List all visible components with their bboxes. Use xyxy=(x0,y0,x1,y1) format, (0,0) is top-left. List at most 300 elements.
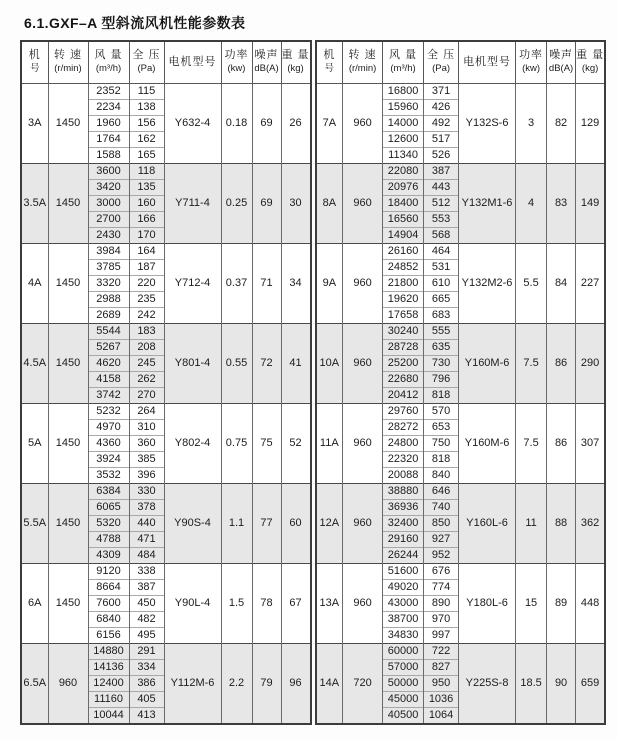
cell-airflow: 3420 xyxy=(88,179,129,195)
cell-pressure: 464 xyxy=(424,243,459,259)
table-row xyxy=(316,83,606,99)
header-label-line: (Pa) xyxy=(432,63,451,75)
cell-pressure: 890 xyxy=(424,595,459,611)
cell-pressure: 242 xyxy=(129,307,164,323)
cell-speed: 1450 xyxy=(48,83,88,163)
cell-pressure: 387 xyxy=(424,163,459,179)
cell-motor-model: Y90S-4 xyxy=(164,483,221,563)
cell-speed: 1450 xyxy=(48,563,88,643)
cell-pressure: 610 xyxy=(424,275,459,291)
cell-power: 7.5 xyxy=(516,323,547,403)
cell-speed: 960 xyxy=(343,323,383,403)
cell-airflow: 18400 xyxy=(383,195,424,211)
cell-pressure: 495 xyxy=(129,627,164,643)
cell-weight: 307 xyxy=(576,403,606,483)
cell-motor-model: Y132S-6 xyxy=(459,83,516,163)
cell-pressure: 722 xyxy=(424,643,459,659)
col-header-airflow xyxy=(383,41,424,83)
cell-airflow: 38700 xyxy=(383,611,424,627)
cell-weight: 659 xyxy=(576,643,606,724)
col-header-weight xyxy=(281,41,311,83)
cell-pressure: 135 xyxy=(129,179,164,195)
table-row xyxy=(316,483,606,499)
header-label-line: 号 xyxy=(29,63,40,75)
col-header-motor-model xyxy=(164,41,221,83)
cell-airflow: 28272 xyxy=(383,419,424,435)
cell-power: 0.37 xyxy=(221,243,252,323)
cell-airflow: 3924 xyxy=(88,451,129,467)
cell-noise: 77 xyxy=(252,483,281,563)
cell-weight: 362 xyxy=(576,483,606,563)
cell-speed: 1450 xyxy=(48,483,88,563)
header-label-line: 功率 xyxy=(224,49,249,62)
cell-airflow: 4620 xyxy=(88,355,129,371)
fan-performance-table-left xyxy=(20,40,312,725)
cell-motor-model: Y801-4 xyxy=(164,323,221,403)
table-row xyxy=(21,403,311,419)
header-label-line: 机 xyxy=(323,49,336,62)
cell-airflow: 2689 xyxy=(88,307,129,323)
cell-airflow: 60000 xyxy=(383,643,424,659)
cell-pressure: 396 xyxy=(129,467,164,483)
cell-speed: 960 xyxy=(343,483,383,563)
cell-noise: 69 xyxy=(252,83,281,163)
header-label-line: 功率 xyxy=(519,49,544,62)
cell-pressure: 1036 xyxy=(424,691,459,707)
cell-airflow: 29760 xyxy=(383,403,424,419)
cell-motor-model: Y112M-6 xyxy=(164,643,221,724)
cell-airflow: 14880 xyxy=(88,643,129,659)
cell-weight: 129 xyxy=(576,83,606,163)
cell-airflow: 24852 xyxy=(383,259,424,275)
cell-airflow: 3984 xyxy=(88,243,129,259)
cell-airflow: 16560 xyxy=(383,211,424,227)
col-header-power xyxy=(516,41,547,83)
cell-airflow: 17658 xyxy=(383,307,424,323)
page-title: 6.1.GXF–A 型斜流风机性能参数表 xyxy=(24,15,246,31)
cell-airflow: 8664 xyxy=(88,579,129,595)
table-row xyxy=(21,483,311,499)
cell-weight: 290 xyxy=(576,323,606,403)
cell-pressure: 683 xyxy=(424,307,459,323)
cell-motor-model: Y225S-8 xyxy=(459,643,516,724)
cell-pressure: 850 xyxy=(424,515,459,531)
cell-pressure: 950 xyxy=(424,675,459,691)
cell-model-no: 7A xyxy=(316,83,343,163)
cell-pressure: 443 xyxy=(424,179,459,195)
cell-speed: 1450 xyxy=(48,163,88,243)
cell-noise: 71 xyxy=(252,243,281,323)
cell-power: 1.1 xyxy=(221,483,252,563)
table-row xyxy=(316,323,606,339)
cell-power: 11 xyxy=(516,483,547,563)
cell-pressure: 270 xyxy=(129,387,164,403)
cell-weight: 448 xyxy=(576,563,606,643)
cell-pressure: 162 xyxy=(129,131,164,147)
cell-pressure: 160 xyxy=(129,195,164,211)
cell-pressure: 676 xyxy=(424,563,459,579)
cell-airflow: 6156 xyxy=(88,627,129,643)
cell-airflow: 50000 xyxy=(383,675,424,691)
cell-weight: 67 xyxy=(281,563,311,643)
cell-pressure: 471 xyxy=(129,531,164,547)
cell-airflow: 3785 xyxy=(88,259,129,275)
cell-noise: 82 xyxy=(547,83,576,163)
cell-pressure: 310 xyxy=(129,419,164,435)
cell-airflow: 10044 xyxy=(88,707,129,724)
cell-noise: 84 xyxy=(547,243,576,323)
cell-pressure: 526 xyxy=(424,147,459,163)
col-header-weight xyxy=(576,41,606,83)
table-body-right xyxy=(316,83,606,724)
cell-airflow: 43000 xyxy=(383,595,424,611)
cell-pressure: 413 xyxy=(129,707,164,724)
col-header-model-no xyxy=(316,41,343,83)
cell-noise: 89 xyxy=(547,563,576,643)
cell-pressure: 235 xyxy=(129,291,164,307)
header-label-line: 机 xyxy=(28,49,41,62)
col-header-model-no xyxy=(21,41,48,83)
cell-weight: 96 xyxy=(281,643,311,724)
cell-model-no: 4.5A xyxy=(21,323,48,403)
cell-speed: 960 xyxy=(343,403,383,483)
cell-airflow: 9120 xyxy=(88,563,129,579)
cell-pressure: 482 xyxy=(129,611,164,627)
header-label-line: 电机型号 xyxy=(168,55,217,68)
cell-motor-model: Y132M1-6 xyxy=(459,163,516,243)
cell-airflow: 16800 xyxy=(383,83,424,99)
cell-pressure: 952 xyxy=(424,547,459,563)
cell-airflow: 20088 xyxy=(383,467,424,483)
cell-airflow: 57000 xyxy=(383,659,424,675)
header-label-line: (m³/h) xyxy=(95,63,122,75)
cell-speed: 1450 xyxy=(48,323,88,403)
cell-airflow: 6065 xyxy=(88,499,129,515)
cell-power: 15 xyxy=(516,563,547,643)
cell-airflow: 30240 xyxy=(383,323,424,339)
cell-pressure: 115 xyxy=(129,83,164,99)
cell-noise: 72 xyxy=(252,323,281,403)
cell-model-no: 10A xyxy=(316,323,343,403)
cell-airflow: 26160 xyxy=(383,243,424,259)
col-header-speed xyxy=(343,41,383,83)
table-header-right xyxy=(316,41,606,83)
cell-airflow: 2234 xyxy=(88,99,129,115)
cell-airflow: 40500 xyxy=(383,707,424,724)
cell-pressure: 245 xyxy=(129,355,164,371)
header-label-line: dB(A) xyxy=(254,63,279,75)
cell-airflow: 5544 xyxy=(88,323,129,339)
cell-airflow: 12400 xyxy=(88,675,129,691)
cell-airflow: 38880 xyxy=(383,483,424,499)
cell-speed: 960 xyxy=(48,643,88,724)
cell-weight: 30 xyxy=(281,163,311,243)
cell-pressure: 450 xyxy=(129,595,164,611)
cell-weight: 41 xyxy=(281,323,311,403)
cell-pressure: 796 xyxy=(424,371,459,387)
header-label-line: 风 量 xyxy=(389,49,418,62)
cell-airflow: 11160 xyxy=(88,691,129,707)
cell-airflow: 5320 xyxy=(88,515,129,531)
cell-speed: 960 xyxy=(343,243,383,323)
cell-pressure: 156 xyxy=(129,115,164,131)
header-label-line: (kg) xyxy=(287,63,304,75)
cell-noise: 75 xyxy=(252,403,281,483)
cell-airflow: 4788 xyxy=(88,531,129,547)
table-row xyxy=(316,563,606,579)
header-label-line: (kw) xyxy=(522,63,541,75)
cell-airflow: 26244 xyxy=(383,547,424,563)
table-row xyxy=(21,83,311,99)
cell-pressure: 330 xyxy=(129,483,164,499)
cell-noise: 69 xyxy=(252,163,281,243)
cell-weight: 60 xyxy=(281,483,311,563)
cell-pressure: 635 xyxy=(424,339,459,355)
cell-airflow: 3320 xyxy=(88,275,129,291)
cell-pressure: 118 xyxy=(129,163,164,179)
cell-pressure: 440 xyxy=(129,515,164,531)
cell-airflow: 14904 xyxy=(383,227,424,243)
cell-airflow: 24800 xyxy=(383,435,424,451)
col-header-pressure xyxy=(129,41,164,83)
cell-pressure: 970 xyxy=(424,611,459,627)
header-label-line: 全 压 xyxy=(132,49,161,62)
cell-model-no: 4A xyxy=(21,243,48,323)
cell-model-no: 12A xyxy=(316,483,343,563)
cell-noise: 88 xyxy=(547,483,576,563)
cell-airflow: 29160 xyxy=(383,531,424,547)
cell-airflow: 2352 xyxy=(88,83,129,99)
cell-airflow: 1960 xyxy=(88,115,129,131)
cell-airflow: 22080 xyxy=(383,163,424,179)
cell-motor-model: Y711-4 xyxy=(164,163,221,243)
cell-speed: 1450 xyxy=(48,403,88,483)
cell-speed: 960 xyxy=(343,163,383,243)
cell-airflow: 7600 xyxy=(88,595,129,611)
cell-airflow: 12600 xyxy=(383,131,424,147)
table-row xyxy=(316,403,606,419)
table-row xyxy=(21,243,311,259)
cell-airflow: 2430 xyxy=(88,227,129,243)
cell-airflow: 22680 xyxy=(383,371,424,387)
cell-airflow: 14136 xyxy=(88,659,129,675)
table-body-left xyxy=(21,83,311,724)
cell-airflow: 45000 xyxy=(383,691,424,707)
cell-pressure: 170 xyxy=(129,227,164,243)
cell-noise: 90 xyxy=(547,643,576,724)
cell-pressure: 997 xyxy=(424,627,459,643)
cell-airflow: 2700 xyxy=(88,211,129,227)
table-row xyxy=(21,563,311,579)
cell-weight: 26 xyxy=(281,83,311,163)
cell-pressure: 385 xyxy=(129,451,164,467)
cell-pressure: 818 xyxy=(424,451,459,467)
header-label-line: (r/min) xyxy=(348,63,377,75)
cell-airflow: 4158 xyxy=(88,371,129,387)
cell-motor-model: Y712-4 xyxy=(164,243,221,323)
col-header-speed xyxy=(48,41,88,83)
cell-motor-model: Y132M2-6 xyxy=(459,243,516,323)
cell-motor-model: Y632-4 xyxy=(164,83,221,163)
header-label-line: (kg) xyxy=(581,63,599,75)
cell-model-no: 14A xyxy=(316,643,343,724)
header-label-line: 重 量 xyxy=(576,49,605,62)
cell-model-no: 8A xyxy=(316,163,343,243)
table-header-left xyxy=(21,41,311,83)
cell-pressure: 378 xyxy=(129,499,164,515)
cell-airflow: 4970 xyxy=(88,419,129,435)
table-row xyxy=(316,243,606,259)
cell-airflow: 1764 xyxy=(88,131,129,147)
cell-pressure: 492 xyxy=(424,115,459,131)
cell-pressure: 386 xyxy=(129,675,164,691)
table-row xyxy=(21,163,311,179)
cell-airflow: 5232 xyxy=(88,403,129,419)
cell-model-no: 5.5A xyxy=(21,483,48,563)
cell-airflow: 21800 xyxy=(383,275,424,291)
cell-pressure: 187 xyxy=(129,259,164,275)
cell-airflow: 19620 xyxy=(383,291,424,307)
cell-airflow: 15960 xyxy=(383,99,424,115)
cell-motor-model: Y160M-6 xyxy=(459,403,516,483)
cell-airflow: 49020 xyxy=(383,579,424,595)
cell-pressure: 208 xyxy=(129,339,164,355)
cell-pressure: 138 xyxy=(129,99,164,115)
cell-airflow: 3600 xyxy=(88,163,129,179)
cell-airflow: 6384 xyxy=(88,483,129,499)
cell-airflow: 3000 xyxy=(88,195,129,211)
cell-power: 5.5 xyxy=(516,243,547,323)
cell-airflow: 4360 xyxy=(88,435,129,451)
cell-power: 7.5 xyxy=(516,403,547,483)
cell-pressure: 338 xyxy=(129,563,164,579)
cell-airflow: 1588 xyxy=(88,147,129,163)
cell-airflow: 6840 xyxy=(88,611,129,627)
cell-pressure: 1064 xyxy=(424,707,459,724)
header-label-line: 号 xyxy=(324,63,335,75)
cell-pressure: 927 xyxy=(424,531,459,547)
cell-model-no: 9A xyxy=(316,243,343,323)
col-header-power xyxy=(221,41,252,83)
cell-pressure: 531 xyxy=(424,259,459,275)
header-label-line: dB(A) xyxy=(548,63,574,75)
cell-power: 1.5 xyxy=(221,563,252,643)
cell-weight: 149 xyxy=(576,163,606,243)
header-label-line: 电机型号 xyxy=(463,55,512,68)
cell-airflow: 20976 xyxy=(383,179,424,195)
cell-pressure: 371 xyxy=(424,83,459,99)
header-label-line: (r/min) xyxy=(54,63,82,75)
cell-pressure: 512 xyxy=(424,195,459,211)
cell-pressure: 291 xyxy=(129,643,164,659)
cell-airflow: 20412 xyxy=(383,387,424,403)
cell-motor-model: Y180L-6 xyxy=(459,563,516,643)
cell-airflow: 32400 xyxy=(383,515,424,531)
header-label-line: (Pa) xyxy=(137,63,156,75)
cell-model-no: 13A xyxy=(316,563,343,643)
header-row xyxy=(21,41,311,83)
cell-pressure: 653 xyxy=(424,419,459,435)
cell-pressure: 387 xyxy=(129,579,164,595)
cell-motor-model: Y160M-6 xyxy=(459,323,516,403)
cell-pressure: 730 xyxy=(424,355,459,371)
cell-pressure: 484 xyxy=(129,547,164,563)
cell-pressure: 646 xyxy=(424,483,459,499)
cell-airflow: 51600 xyxy=(383,563,424,579)
cell-pressure: 750 xyxy=(424,435,459,451)
cell-pressure: 517 xyxy=(424,131,459,147)
cell-model-no: 6.5A xyxy=(21,643,48,724)
cell-airflow: 4309 xyxy=(88,547,129,563)
cell-pressure: 665 xyxy=(424,291,459,307)
cell-power: 0.18 xyxy=(221,83,252,163)
cell-pressure: 570 xyxy=(424,403,459,419)
cell-speed: 960 xyxy=(343,563,383,643)
cell-pressure: 774 xyxy=(424,579,459,595)
cell-motor-model: Y160L-6 xyxy=(459,483,516,563)
cell-weight: 52 xyxy=(281,403,311,483)
cell-model-no: 6A xyxy=(21,563,48,643)
header-label-line: 重 量 xyxy=(281,49,310,62)
col-header-pressure xyxy=(424,41,459,83)
cell-airflow: 3532 xyxy=(88,467,129,483)
col-header-motor-model xyxy=(459,41,516,83)
header-label-line: (kw) xyxy=(227,63,246,75)
cell-power: 0.25 xyxy=(221,163,252,243)
cell-speed: 960 xyxy=(343,83,383,163)
cell-airflow: 28728 xyxy=(383,339,424,355)
col-header-noise xyxy=(547,41,576,83)
table-row xyxy=(316,163,606,179)
header-label-line: 噪声 xyxy=(549,49,574,62)
table-row xyxy=(316,643,606,659)
header-label-line: 噪声 xyxy=(254,49,279,62)
header-label-line: 转 速 xyxy=(53,49,83,62)
cell-airflow: 11340 xyxy=(383,147,424,163)
cell-power: 3 xyxy=(516,83,547,163)
header-label-line: 全 压 xyxy=(427,49,456,62)
cell-pressure: 740 xyxy=(424,499,459,515)
col-header-noise xyxy=(252,41,281,83)
cell-model-no: 5A xyxy=(21,403,48,483)
cell-pressure: 555 xyxy=(424,323,459,339)
cell-pressure: 164 xyxy=(129,243,164,259)
cell-pressure: 818 xyxy=(424,387,459,403)
cell-power: 4 xyxy=(516,163,547,243)
cell-airflow: 5267 xyxy=(88,339,129,355)
cell-motor-model: Y90L-4 xyxy=(164,563,221,643)
cell-pressure: 840 xyxy=(424,467,459,483)
tables-container xyxy=(20,40,618,725)
cell-pressure: 360 xyxy=(129,435,164,451)
cell-speed: 1450 xyxy=(48,243,88,323)
cell-pressure: 426 xyxy=(424,99,459,115)
cell-pressure: 827 xyxy=(424,659,459,675)
cell-speed: 720 xyxy=(343,643,383,724)
table-row xyxy=(21,643,311,659)
cell-pressure: 553 xyxy=(424,211,459,227)
cell-noise: 86 xyxy=(547,403,576,483)
cell-airflow: 34830 xyxy=(383,627,424,643)
table-row xyxy=(21,323,311,339)
cell-power: 0.75 xyxy=(221,403,252,483)
cell-airflow: 3742 xyxy=(88,387,129,403)
header-row xyxy=(316,41,606,83)
cell-pressure: 220 xyxy=(129,275,164,291)
cell-airflow: 2988 xyxy=(88,291,129,307)
cell-noise: 86 xyxy=(547,323,576,403)
col-header-airflow xyxy=(88,41,129,83)
